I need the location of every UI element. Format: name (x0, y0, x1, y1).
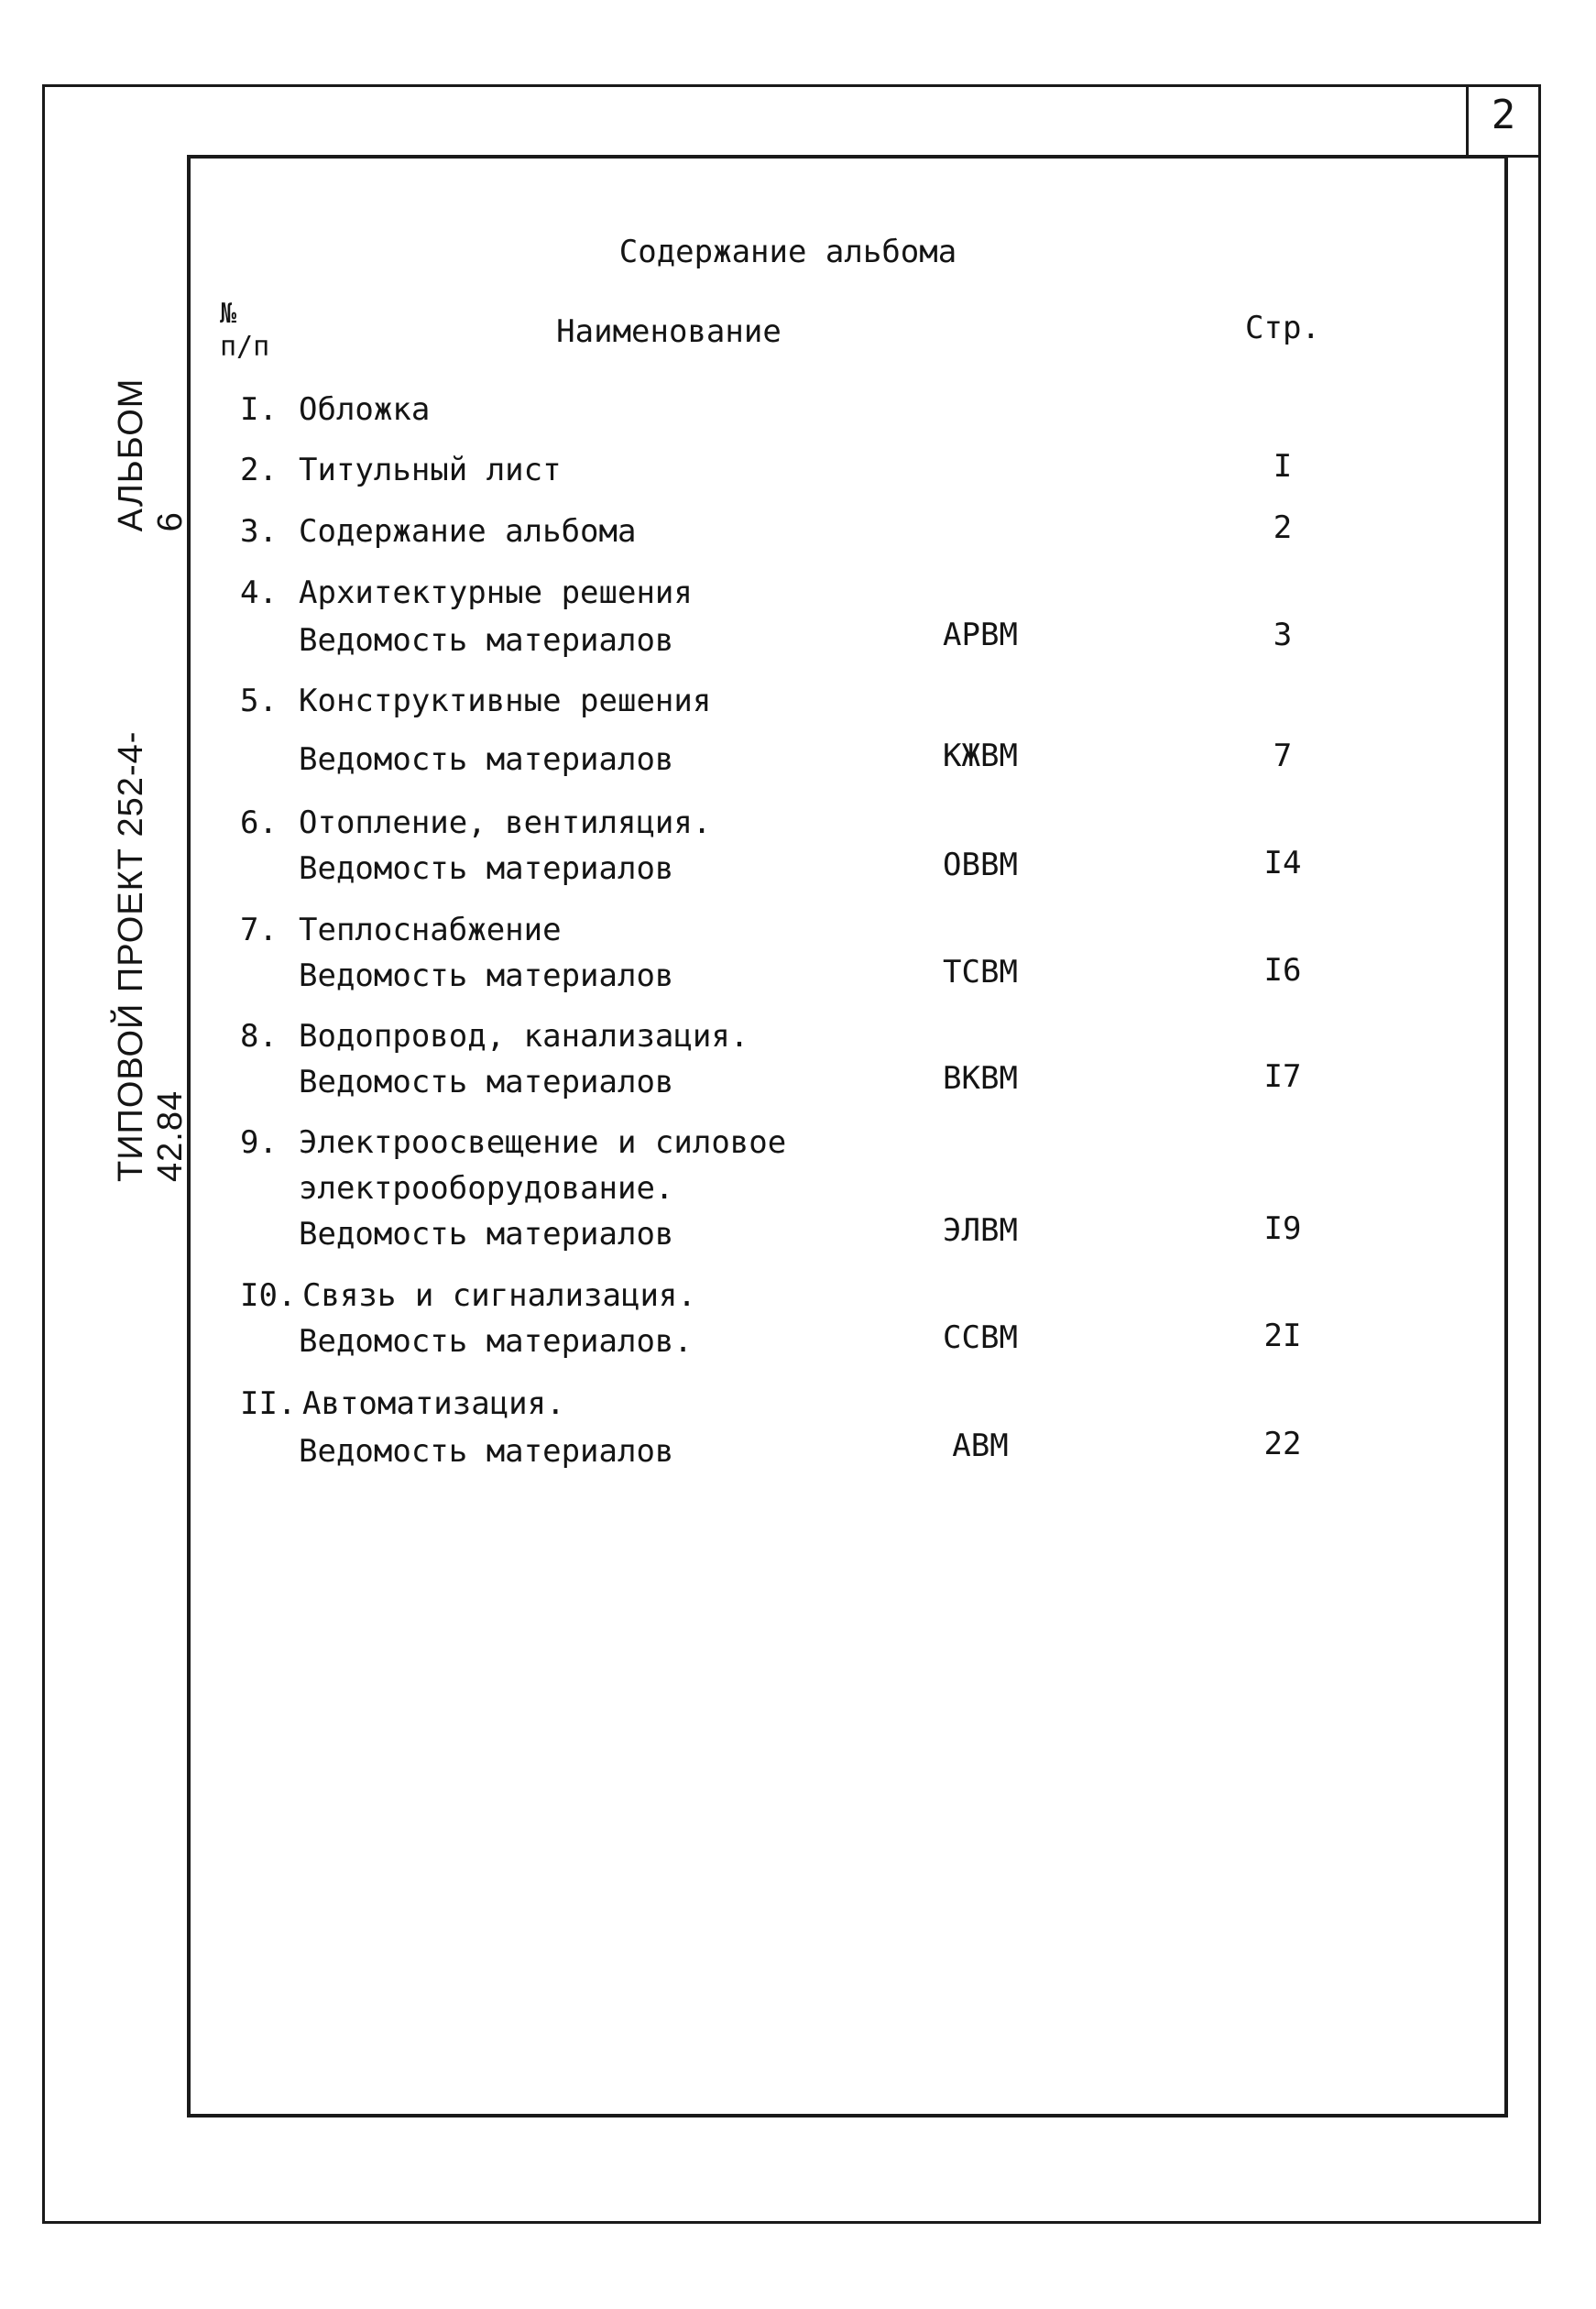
album-label: АЛЬБОМ 6 (112, 378, 190, 532)
entry-name: Водопровод, канализация. (299, 1018, 749, 1055)
entry-page: 2 (1273, 509, 1293, 546)
entry-page: I6 (1263, 952, 1302, 989)
header-number-symbol: № (220, 298, 237, 330)
entry-number: 4. (240, 575, 278, 611)
entry-code: ОВВМ (943, 847, 1018, 883)
entry-code: АВМ (952, 1428, 1009, 1464)
entry-number: I. (240, 391, 278, 428)
entry-code: АРВМ (943, 617, 1018, 653)
entry-number: I0. (240, 1277, 297, 1314)
entry-number: 6. (240, 804, 278, 841)
entry-number: 3. (240, 513, 278, 550)
entry-page: 22 (1263, 1426, 1302, 1462)
entry-name: Обложка (299, 391, 431, 428)
entry-page: 2I (1263, 1318, 1302, 1354)
entry-detail: Ведомость материалов. (299, 1323, 693, 1360)
entry-number: 5. (240, 683, 278, 719)
page-number: 2 (1491, 92, 1516, 138)
entry-number: 9. (240, 1124, 278, 1161)
entry-number: 8. (240, 1018, 278, 1055)
entry-name: Титульный лист (299, 452, 562, 488)
entry-detail: Ведомость материалов (299, 1216, 674, 1253)
side-label (112, 357, 190, 1182)
header-page: Стр. (1245, 310, 1320, 346)
entry-number: 2. (240, 452, 278, 488)
entry-page: I7 (1263, 1058, 1302, 1095)
entry-name: Архитектурные решения (299, 575, 693, 611)
entry-number: II. (240, 1385, 297, 1422)
entry-code: ТСВМ (943, 954, 1018, 990)
entry-detail: Ведомость материалов (299, 850, 674, 887)
entry-page: 3 (1273, 617, 1293, 653)
header-number-sub: п/п (220, 331, 270, 363)
entry-detail: Ведомость материалов (299, 958, 674, 994)
entry-page: 7 (1273, 738, 1293, 774)
header-number (220, 298, 269, 364)
header-name: Наименование (556, 313, 782, 350)
entry-code: КЖВМ (943, 738, 1018, 774)
entry-detail: Ведомость материалов (299, 741, 674, 778)
entry-page: I9 (1263, 1210, 1302, 1247)
entry-detail: Ведомость материалов (299, 1064, 674, 1100)
entry-name-continued: электрооборудование. (299, 1170, 674, 1207)
entry-code: ССВМ (943, 1319, 1018, 1356)
entry-detail: Ведомость материалов (299, 1433, 674, 1470)
entry-code: ВКВМ (943, 1060, 1018, 1097)
entry-code: ЭЛВМ (943, 1212, 1018, 1249)
project-label: ТИПОВОЙ ПРОЕКТ 252-4-42.84 (112, 730, 190, 1182)
entry-name: Связь и сигнализация. (302, 1277, 696, 1314)
entry-number: 7. (240, 912, 278, 948)
entry-name: Теплоснабжение (299, 912, 562, 948)
entry-name: Отопление, вентиляция. (299, 804, 712, 841)
entry-name: Электроосвещение и силовое (299, 1124, 787, 1161)
entry-page: I (1273, 448, 1293, 485)
entry-page: I4 (1263, 845, 1302, 881)
entry-detail: Ведомость материалов (299, 622, 674, 659)
entry-name: Автоматизация. (302, 1385, 565, 1422)
entry-name: Конструктивные решения (299, 683, 712, 719)
page-title: Содержание альбома (618, 234, 957, 270)
entry-name: Содержание альбома (299, 513, 637, 550)
